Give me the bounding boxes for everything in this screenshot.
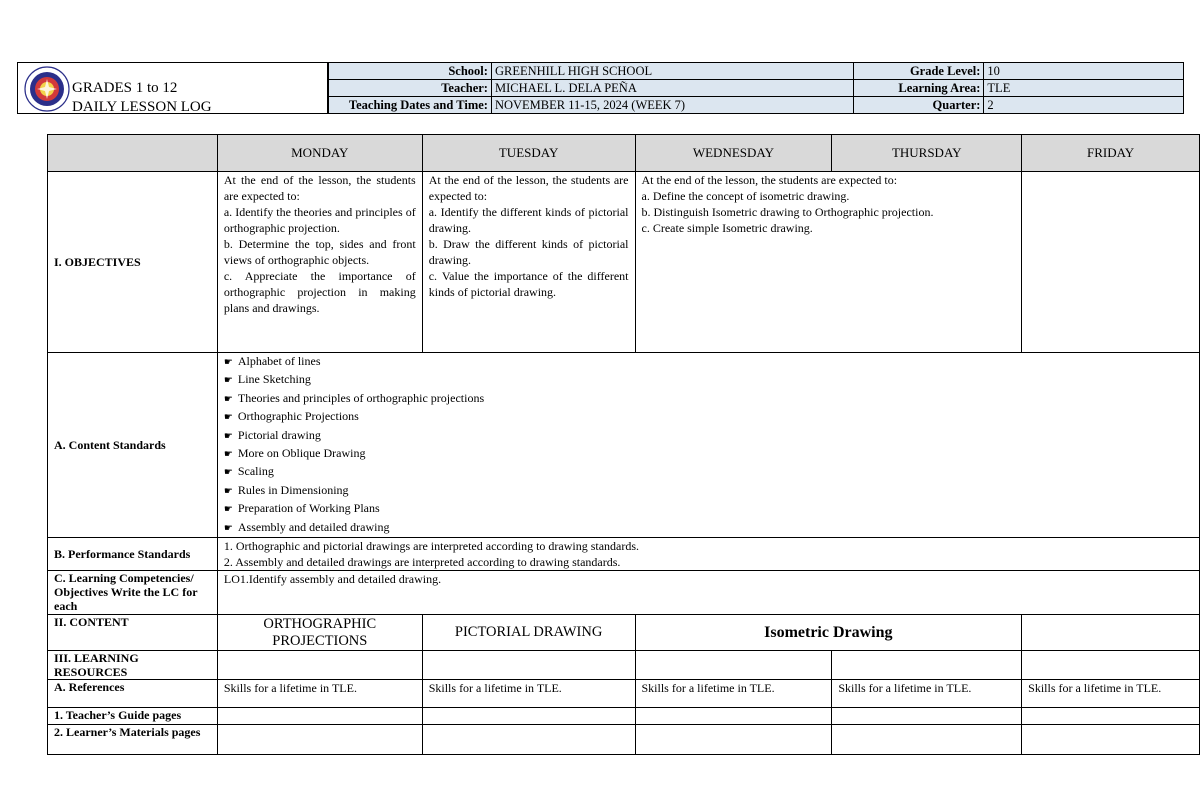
list-item: ☛ More on Oblique Drawing [224, 445, 1193, 463]
competencies-cell: LO1.Identify assembly and detailed drawing. [217, 571, 1199, 615]
corner-cell [48, 135, 218, 172]
list-item: ☛ Orthographic Projections [224, 408, 1193, 426]
references-friday: Skills for a lifetime in TLE. [1022, 680, 1200, 708]
list-item: ☛ Preparation of Working Plans [224, 500, 1193, 518]
day-wednesday: WEDNESDAY [635, 135, 832, 172]
days-header-row [48, 135, 1200, 172]
list-item: ☛ Pictorial drawing [224, 427, 1193, 445]
learning-resources-label: III. LEARNING RESOURCES [48, 651, 218, 680]
content-standards-list [224, 353, 1193, 537]
day-tuesday: TUESDAY [422, 135, 635, 172]
objectives-label: I. OBJECTIVES [48, 172, 218, 353]
objectives-row [48, 172, 1200, 353]
content-standards-row [48, 353, 1200, 538]
teacher-label: Teacher: [329, 80, 492, 97]
list-item: ☛ Assembly and detailed drawing [224, 519, 1193, 537]
objectives-tuesday: At the end of the lesson, the students are expected to: a. Identify the different kinds of pictorial drawing. b. Draw the different kinds of pictorial drawing. c. Value the importance of the different kinds of pictorial drawing. [422, 172, 635, 353]
quarter-value: 2 [984, 97, 1184, 114]
references-label: A. References [48, 680, 218, 708]
references-monday: Skills for a lifetime in TLE. [217, 680, 422, 708]
objectives-wednesday: At the end of the lesson, the students are expected to: a. Define the concept of isometric drawing. b. Distinguish Isometric drawing to Orthographic projection. c. Create simple Isometric drawing. [635, 172, 1022, 353]
school-label: School: [329, 63, 492, 80]
objectives-monday: At the end of the lesson, the students are expected to: a. Identify the theories and principles of orthographic projection. b. Determine the top, sides and front views of orthographic objects. c. Appreciate the importance of orthographic projection in making plans and drawings. [217, 172, 422, 353]
quarter-label: Quarter: [853, 97, 984, 114]
content-row [48, 615, 1200, 651]
list-item: ☛ Alphabet of lines [224, 353, 1193, 371]
list-item: ☛ Line Sketching [224, 371, 1193, 389]
dates-label: Teaching Dates and Time: [329, 97, 492, 114]
content-label: II. CONTENT [48, 615, 218, 651]
list-item: ☛ Scaling [224, 463, 1193, 481]
header-title-dll: DAILY LESSON LOG [72, 99, 212, 115]
references-thursday: Skills for a lifetime in TLE. [832, 680, 1022, 708]
day-thursday: THURSDAY [832, 135, 1022, 172]
content-standards-label: A. Content Standards [48, 353, 218, 538]
content-wednesday: Isometric Drawing [635, 615, 1022, 651]
learning-area-label: Learning Area: [853, 80, 984, 97]
school-value: GREENHILL HIGH SCHOOL [491, 63, 853, 80]
learners-materials-label: 2. Learner’s Materials pages [48, 725, 218, 755]
teacher-value: MICHAEL L. DELA PEÑA [491, 80, 853, 97]
performance-standards-row [48, 538, 1200, 571]
references-row [48, 680, 1200, 708]
objectives-friday [1022, 172, 1200, 353]
lesson-log-table [47, 134, 1200, 755]
list-item: ☛ Theories and principles of orthographic projections [224, 390, 1193, 408]
references-wednesday: Skills for a lifetime in TLE. [635, 680, 832, 708]
teachers-guide-label: 1. Teacher’s Guide pages [48, 708, 218, 725]
teachers-guide-row [48, 708, 1200, 725]
deped-seal-icon [24, 66, 70, 112]
header-title-grades: GRADES 1 to 12 [72, 80, 178, 96]
grade-level-label: Grade Level: [853, 63, 984, 80]
learning-area-value: TLE [984, 80, 1184, 97]
competencies-row [48, 571, 1200, 615]
content-standards-list-cell [217, 353, 1199, 538]
day-monday: MONDAY [217, 135, 422, 172]
competencies-label: C. Learning Competencies/ Objectives Write the LC for each [48, 571, 218, 615]
header-title-box [17, 62, 328, 114]
performance-standards-cell: 1. Orthographic and pictorial drawings are interpreted according to drawing standards. 2. Assembly and detailed drawings are interpreted according to drawing standards. [217, 538, 1199, 571]
dates-value: NOVEMBER 11-15, 2024 (WEEK 7) [491, 97, 853, 114]
content-tuesday: PICTORIAL DRAWING [422, 615, 635, 651]
learners-materials-row [48, 725, 1200, 755]
day-friday: FRIDAY [1022, 135, 1200, 172]
content-friday [1022, 615, 1200, 651]
grade-level-value: 10 [984, 63, 1184, 80]
references-tuesday: Skills for a lifetime in TLE. [422, 680, 635, 708]
header-info-table [328, 62, 1184, 114]
list-item: ☛ Rules in Dimensioning [224, 482, 1193, 500]
learning-resources-row [48, 651, 1200, 680]
performance-standards-label: B. Performance Standards [48, 538, 218, 571]
content-monday: ORTHOGRAPHIC PROJECTIONS [217, 615, 422, 651]
